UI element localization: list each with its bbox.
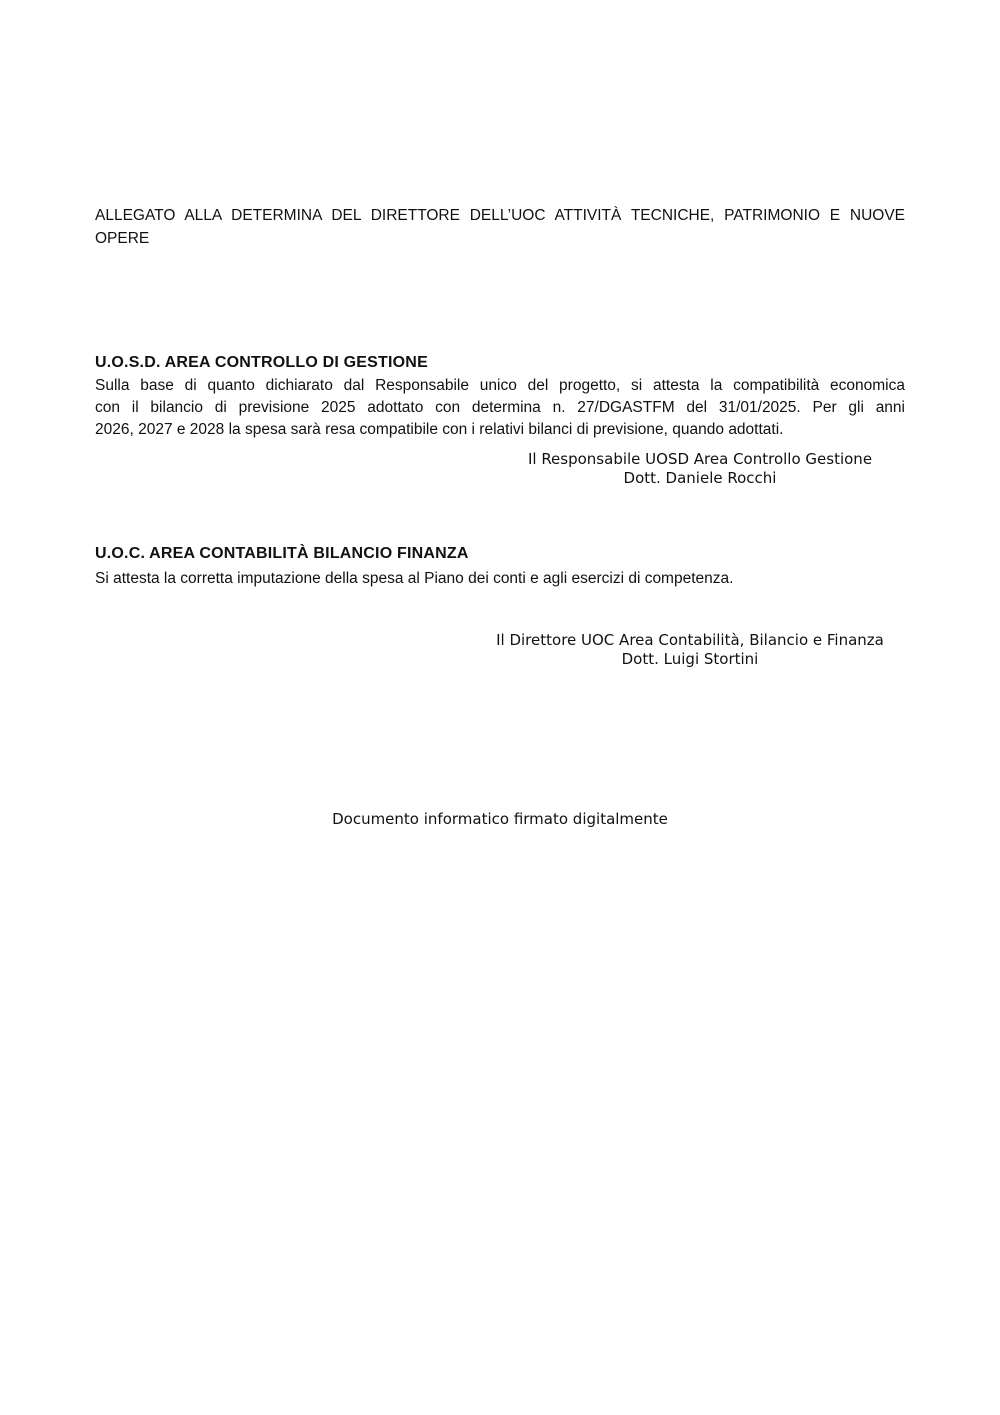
uoc-section-body xyxy=(95,568,905,590)
uosd-signature-role: Il Responsabile UOSD Area Controllo Gestione xyxy=(527,450,873,468)
uoc-signature-block xyxy=(460,631,920,669)
uoc-section-heading: U.O.C. AREA CONTABILITÀ BILANCIO FINANZA xyxy=(95,545,469,562)
uoc-signature-name: Dott. Luigi Stortini xyxy=(621,650,759,668)
digital-signature-note: Documento informatico firmato digitalmente xyxy=(332,810,668,828)
document-title-line-1: ALLEGATO ALLA DETERMINA DEL DIRETTORE DELL’UOC ATTIVITÀ TECNICHE, PATRIMONIO E NUOVE xyxy=(95,207,905,224)
uosd-section-heading: U.O.S.D. AREA CONTROLLO DI GESTIONE xyxy=(95,354,428,371)
uosd-body-line-3: 2026, 2027 e 2028 la spesa sarà resa compatibile con i relativi bilanci di previsione, quando adottati. xyxy=(95,421,784,438)
uosd-body-line-1: Sulla base di quanto dichiarato dal Responsabile unico del progetto, si attesta la compatibilità economica xyxy=(95,377,905,394)
uoc-body-line-1: Si attesta la corretta imputazione della spesa al Piano dei conti e agli esercizi di competenza. xyxy=(95,570,734,587)
uosd-signature-block xyxy=(500,450,900,488)
uosd-section-body xyxy=(95,375,905,441)
uosd-body-line-2: con il bilancio di previsione 2025 adottato con determina n. 27/DGASTFM del 31/01/2025. Per gli anni xyxy=(95,399,905,416)
document-title-line-2: OPERE xyxy=(95,230,150,247)
document-title xyxy=(95,204,905,250)
uosd-signature-name: Dott. Daniele Rocchi xyxy=(623,469,777,487)
uoc-signature-role: Il Direttore UOC Area Contabilità, Bilancio e Finanza xyxy=(496,631,884,649)
